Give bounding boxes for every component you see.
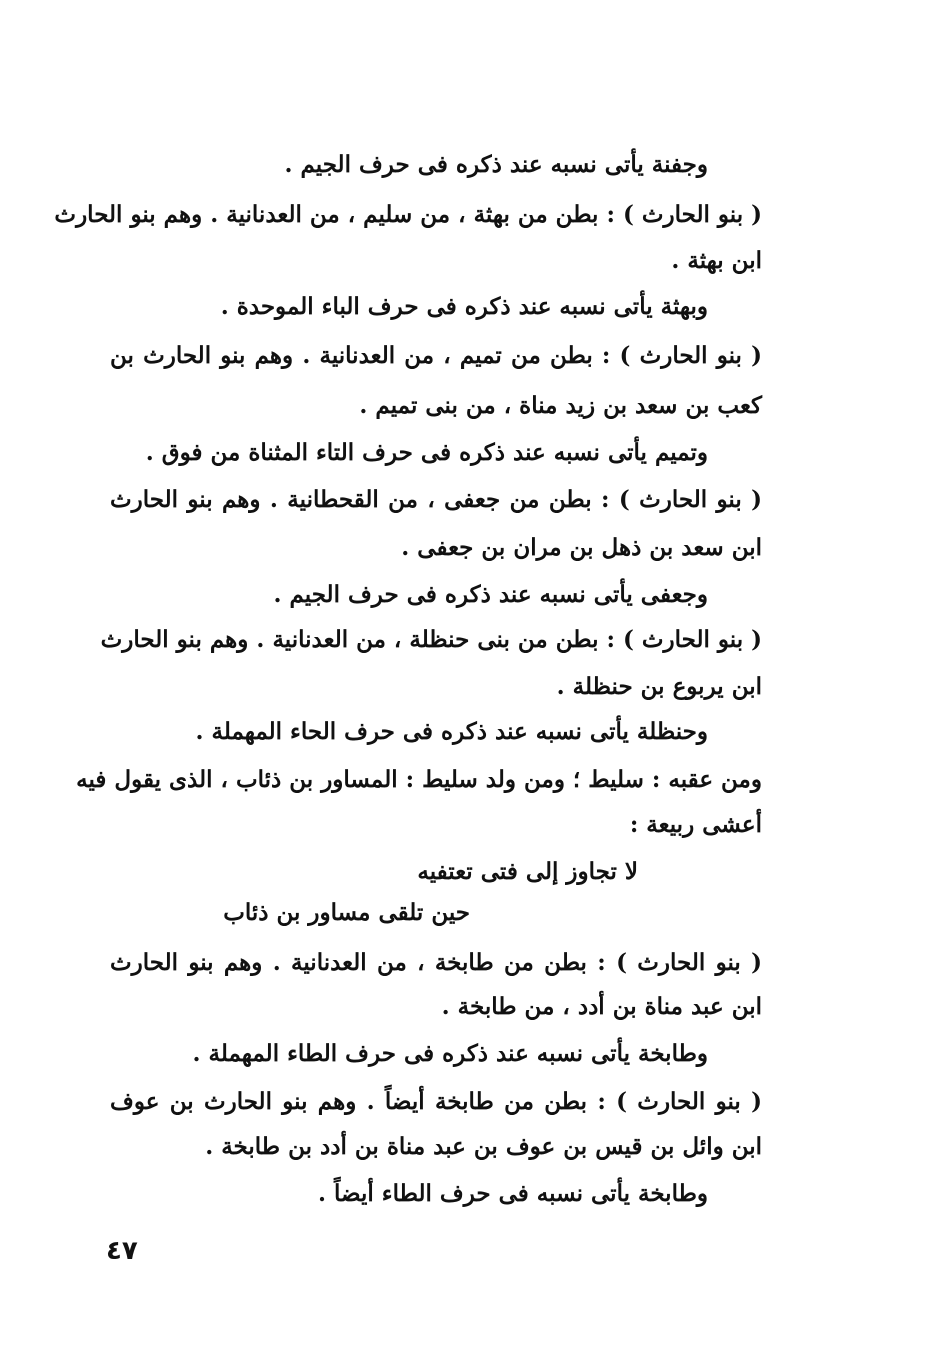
text-line: ( بنو الحارث ) : بطن من بنى حنظلة ، من العدنانية . وهم بنو الحارث xyxy=(100,626,762,653)
text-line: ( بنو الحارث ) : بطن من طابخة ، من العدنانية . وهم بنو الحارث xyxy=(110,949,762,976)
text-line: أعشى ربيعة : xyxy=(629,811,762,838)
text-line: ( بنو الحارث ) : بطن من تميم ، من العدنانية . وهم بنو الحارث بن xyxy=(110,342,762,369)
text-line: ( بنو الحارث ) : بطن من طابخة أيضاً . وهم بنو الحارث بن عوف xyxy=(110,1088,762,1115)
text-line: ابن سعد بن ذهل بن مران بن جعفى . xyxy=(401,534,762,561)
text-line: وجعفى يأتى نسبه عند ذكره فى حرف الجيم . xyxy=(273,581,708,608)
text-line: ومن عقبه : سليط ؛ ومن ولد سليط : المساور بن ذئاب ، الذى يقول فيه xyxy=(76,766,762,793)
text-line: وبهثة يأتى نسبه عند ذكره فى حرف الباء الموحدة . xyxy=(220,293,708,320)
text-line: ابن وائل بن قيس بن عوف بن عبد مناة بن أدد بن طابخة . xyxy=(205,1133,762,1160)
page-number: ٤٧ xyxy=(106,1236,138,1266)
poem-verse: لا تجاوز إلى فتى تعتفيه xyxy=(417,858,638,885)
text-line: وحنظلة يأتى نسبه عند ذكره فى حرف الحاء المهملة . xyxy=(195,718,708,745)
text-line: ابن بهثة . xyxy=(671,247,762,274)
text-line: ( بنو الحارث ) : بطن من جعفى ، من القحطانية . وهم بنو الحارث xyxy=(110,486,762,513)
text-line: وجفنة يأتى نسبه عند ذكره فى حرف الجيم . xyxy=(284,151,708,178)
text-line: وتميم يأتى نسبه عند ذكره فى حرف التاء المثناة من فوق . xyxy=(145,439,708,466)
poem-verse: حين تلقى مساور بن ذئاب xyxy=(223,899,470,926)
text-line: وطابخة يأتى نسبه عند ذكره فى حرف الطاء المهملة . xyxy=(192,1040,708,1067)
text-line: ( بنو الحارث ) : بطن من بهثة ، من سليم ، من العدنانية . وهم بنو الحارث xyxy=(54,201,762,228)
text-line: ابن عبد مناة بن أدد ، من طابخة . xyxy=(441,993,762,1020)
text-line: وطابخة يأتى نسبه فى حرف الطاء أيضاً . xyxy=(318,1180,708,1207)
text-line: كعب بن سعد بن زيد مناة ، من بنى تميم . xyxy=(359,392,762,419)
text-line: ابن يربوع بن حنظلة . xyxy=(556,673,762,700)
